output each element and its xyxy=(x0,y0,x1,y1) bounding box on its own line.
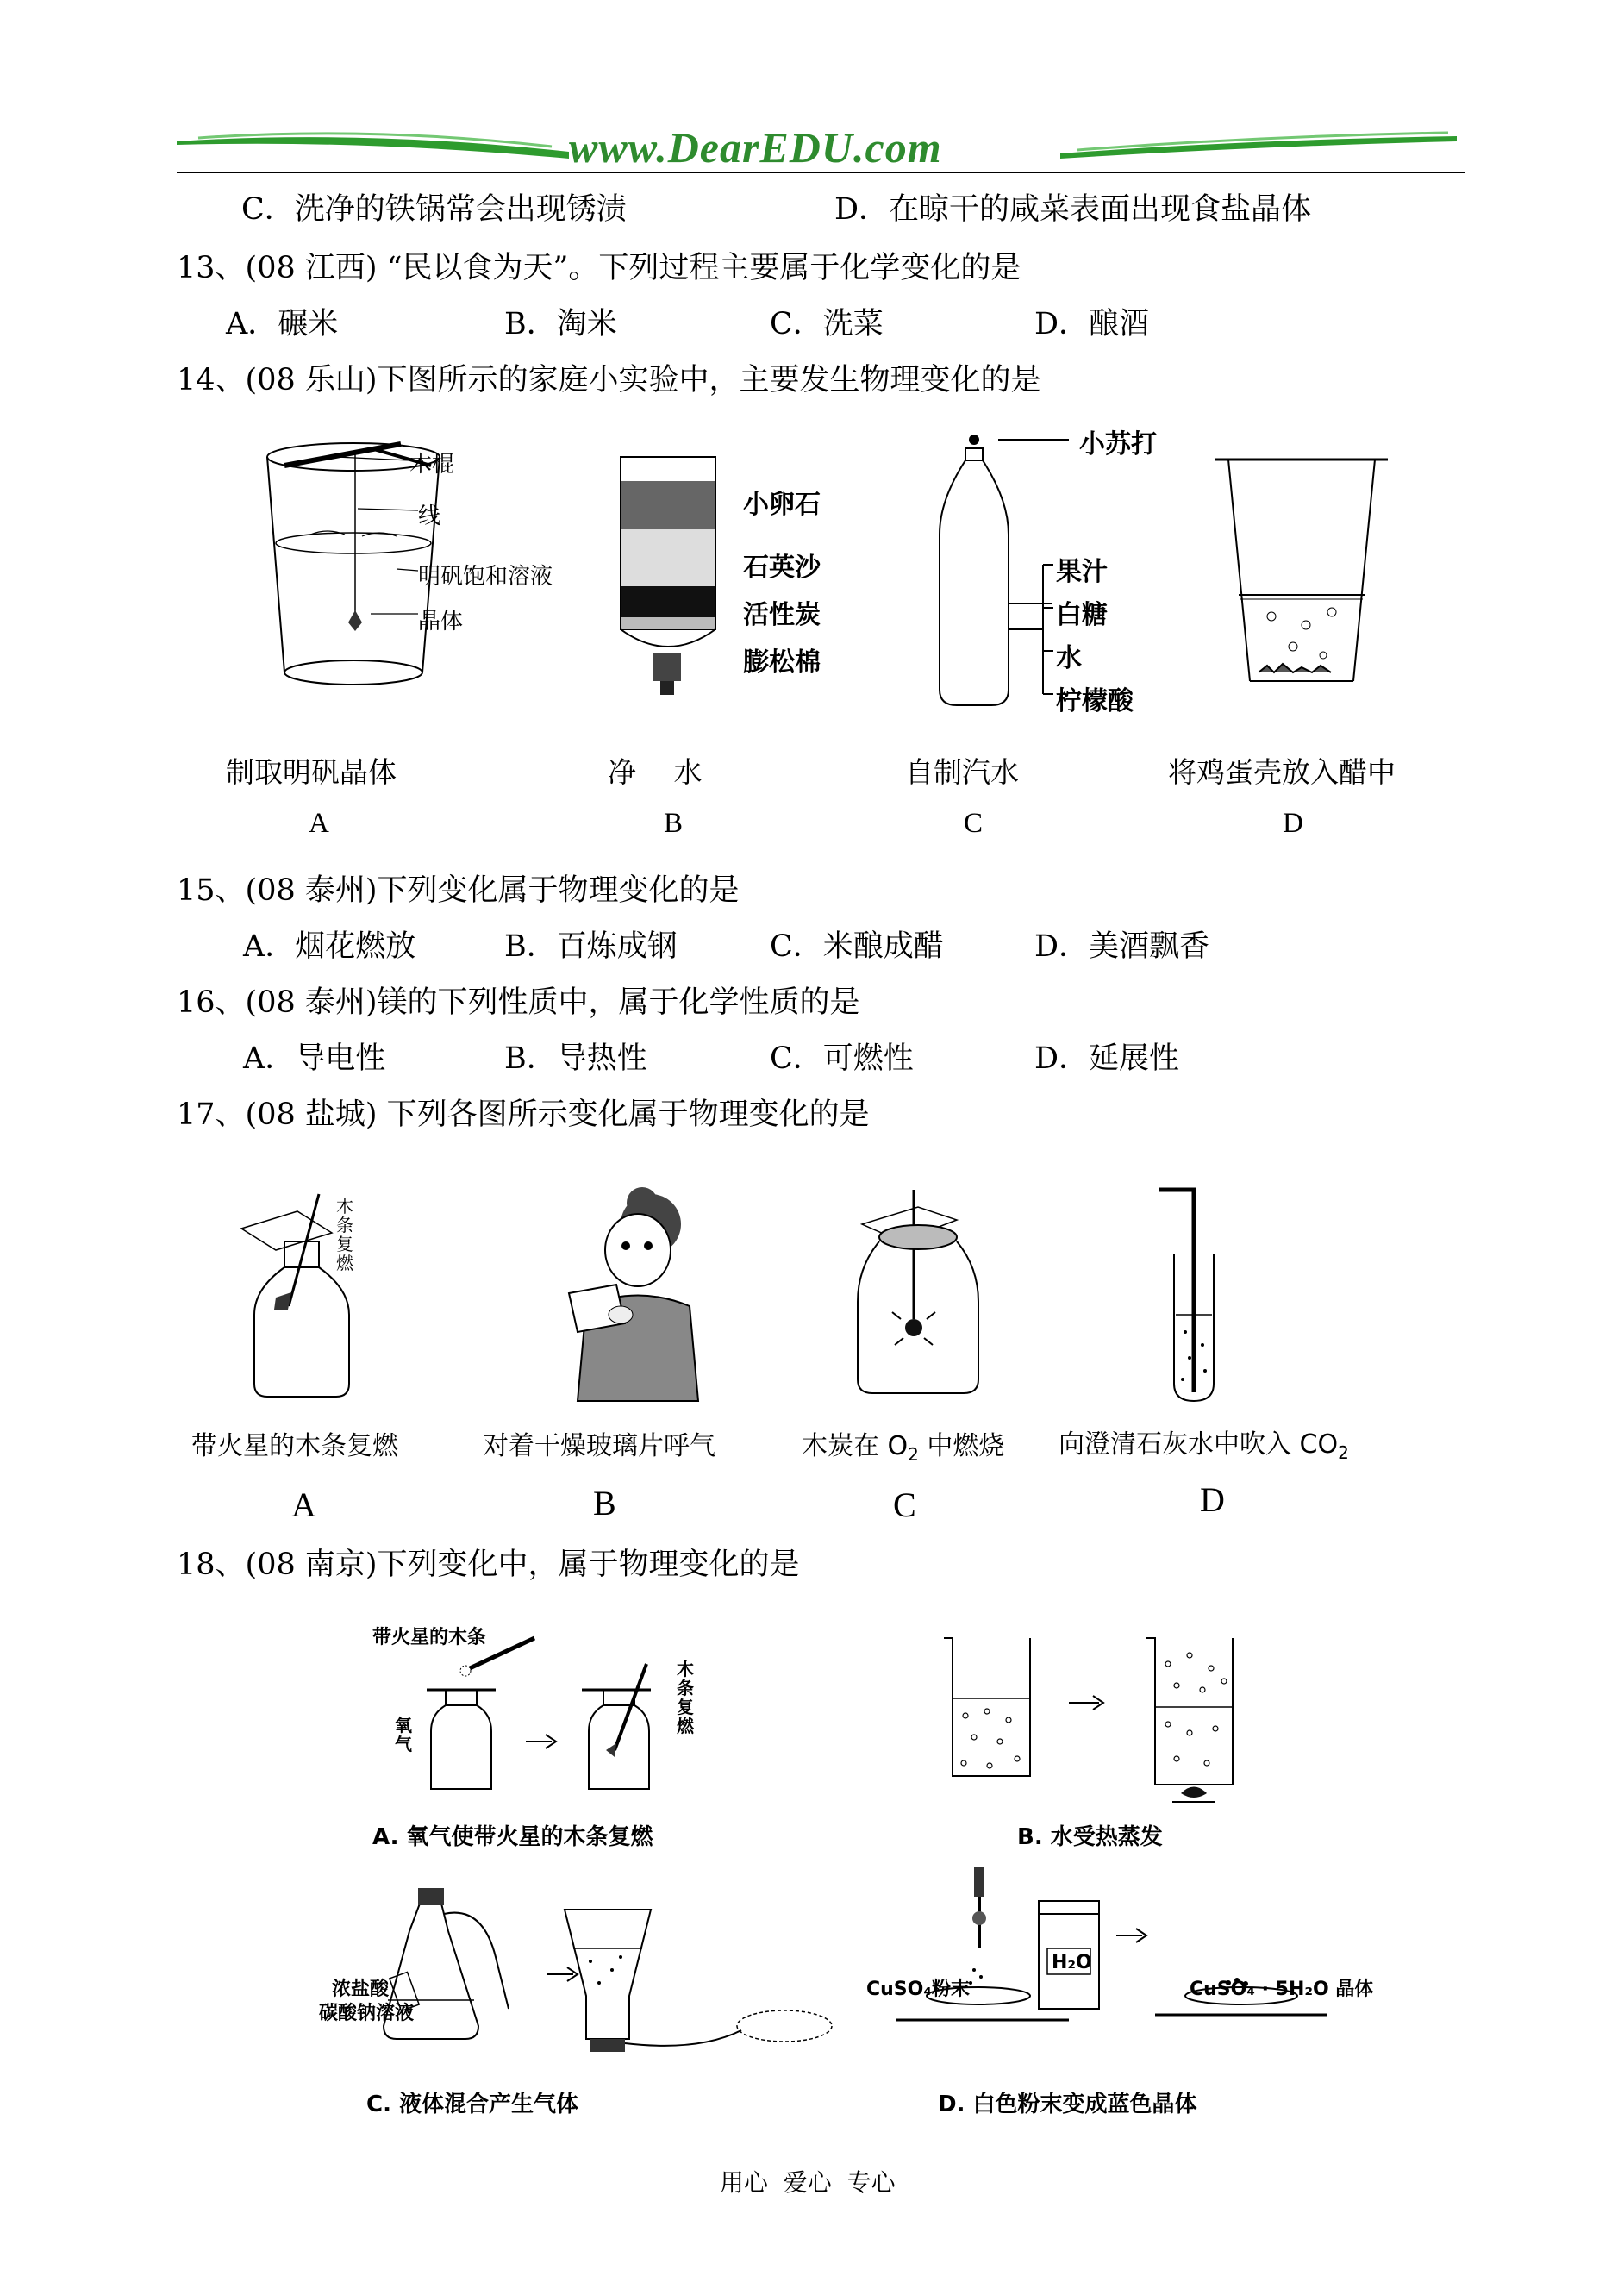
q13-option-c: C．洗菜 xyxy=(770,307,884,341)
q15-option-a: A．烟花燃放 xyxy=(243,929,416,964)
q13-option-a: A．碾米 xyxy=(226,307,339,341)
q12-option-d: D．在晾干的咸菜表面出现食盐晶体 xyxy=(834,192,1312,227)
q18-fig-c xyxy=(336,1879,836,2078)
q13-stem: 13、(08 江西) “民以食为天”。下列过程主要属于化学变化的是 xyxy=(177,251,1021,285)
q18-a-label-splint: 带火星的木条 xyxy=(372,1627,487,1648)
q14-c-label-soda: 小苏打 xyxy=(1079,429,1157,460)
q14-a-label-crystal: 晶体 xyxy=(418,609,464,635)
q14-b-label-carbon: 活性炭 xyxy=(743,600,821,630)
q18-fig-b xyxy=(940,1629,1267,1819)
q14-fig-d-cup xyxy=(1211,453,1401,694)
q14-caption-b: 净 水 xyxy=(608,755,703,789)
q18-a-caption: A. 氧气使带火星的木条复燃 xyxy=(372,1824,653,1850)
q15-stem: 15、(08 泰州)下列变化属于物理变化的是 xyxy=(177,873,740,908)
q14-letter-b: B xyxy=(664,808,684,839)
q17-letter-d: D xyxy=(1200,1480,1225,1519)
q18-fig-d xyxy=(888,1867,1374,2056)
q17-letter-b: B xyxy=(593,1484,616,1523)
q14-caption-c: 自制汽水 xyxy=(905,755,1019,789)
q14-b-label-pebble: 小卵石 xyxy=(743,490,821,520)
q18-b-caption: B. 水受热蒸发 xyxy=(1017,1824,1163,1850)
q16-option-b: B．导热性 xyxy=(504,1041,647,1076)
q14-a-label-thread: 线 xyxy=(418,503,441,529)
q14-a-label-stick: 木棍 xyxy=(409,452,455,478)
q18-a-label-gas: 氧气 xyxy=(395,1715,412,1754)
q17-caption-c: 木炭在 $O_2$ 中燃烧 xyxy=(802,1431,1005,1465)
q14-fig-b-filter xyxy=(612,440,733,724)
q17-stem: 17、(08 盐城) 下列各图所示变化属于物理变化的是 xyxy=(177,1097,870,1132)
q17-fig-d-tube xyxy=(1155,1185,1241,1427)
q14-caption-a: 制取明矾晶体 xyxy=(226,755,397,789)
q17-fig-b-girl xyxy=(552,1185,724,1401)
q17-letter-a: A xyxy=(291,1485,316,1524)
q14-c-label-water: 水 xyxy=(1056,643,1082,673)
q17-a-label: 木条复燃 xyxy=(336,1196,353,1273)
q18-d-label-powder: CuSO₄粉末 xyxy=(866,1979,970,2000)
q18-d-caption: D. 白色粉末变成蓝色晶体 xyxy=(938,2092,1197,2117)
q14-a-label-solution: 明矾饱和溶液 xyxy=(418,564,553,590)
q16-stem: 16、(08 泰州)镁的下列性质中，属于化学性质的是 xyxy=(177,985,860,1020)
q18-c-caption: C. 液体混合产生气体 xyxy=(366,2092,579,2117)
q18-a-label-relit: 木条复燃 xyxy=(677,1659,694,1736)
q15-option-d: D．美酒飘香 xyxy=(1034,929,1210,964)
q18-c-label-solution: 碳酸钠溶液 xyxy=(319,2003,415,2024)
q15-option-b: B．百炼成钢 xyxy=(504,929,678,964)
q14-b-label-sand: 石英沙 xyxy=(743,553,821,583)
q17-letter-c: C xyxy=(893,1485,916,1524)
q18-d-label-water: H₂O xyxy=(1052,1952,1092,1973)
q14-c-label-sugar: 白糖 xyxy=(1056,600,1108,630)
q12-option-c: C．洗净的铁锅常会出现锈渍 xyxy=(241,192,627,227)
q13-option-b: B．淘米 xyxy=(504,307,617,341)
q16-option-a: A．导电性 xyxy=(243,1041,386,1076)
footer-motto: 用心 爱心 专心 xyxy=(720,2168,896,2197)
q17-caption-d: 向澄清石灰水中吹入 $CO_2$ xyxy=(1059,1429,1349,1463)
q17-caption-a: 带火星的木条复燃 xyxy=(191,1431,398,1461)
q18-stem: 18、(08 南京)下列变化中，属于物理变化的是 xyxy=(177,1548,800,1582)
q14-c-label-citric: 柠檬酸 xyxy=(1056,686,1134,716)
q15-option-c: C．米酿成醋 xyxy=(770,929,944,964)
q18-d-label-crystal: CuSO₄ · 5H₂O 晶体 xyxy=(1190,1979,1374,2000)
q18-c-label-acid: 浓盐酸 xyxy=(332,1979,390,2000)
q14-letter-a: A xyxy=(309,808,329,839)
q13-option-d: D．酿酒 xyxy=(1034,307,1150,341)
q14-caption-d: 将鸡蛋壳放入醋中 xyxy=(1168,755,1396,789)
q17-fig-c-bottle xyxy=(853,1190,1000,1405)
q14-c-label-juice: 果汁 xyxy=(1056,557,1108,587)
q14-letter-d: D xyxy=(1283,808,1303,839)
q16-option-d: D．延展性 xyxy=(1034,1041,1180,1076)
q16-option-c: C．可燃性 xyxy=(770,1041,914,1076)
q17-caption-b: 对着干燥玻璃片呼气 xyxy=(483,1431,715,1461)
q14-b-label-cotton: 膨松棉 xyxy=(743,647,821,678)
q14-stem: 14、(08 乐山)下图所示的家庭小实验中，主要发生物理变化的是 xyxy=(177,363,1041,397)
site-logo: www.DearEDU.com xyxy=(569,123,942,172)
q14-letter-c: C xyxy=(964,808,984,839)
q14-a-leaders xyxy=(336,448,440,621)
